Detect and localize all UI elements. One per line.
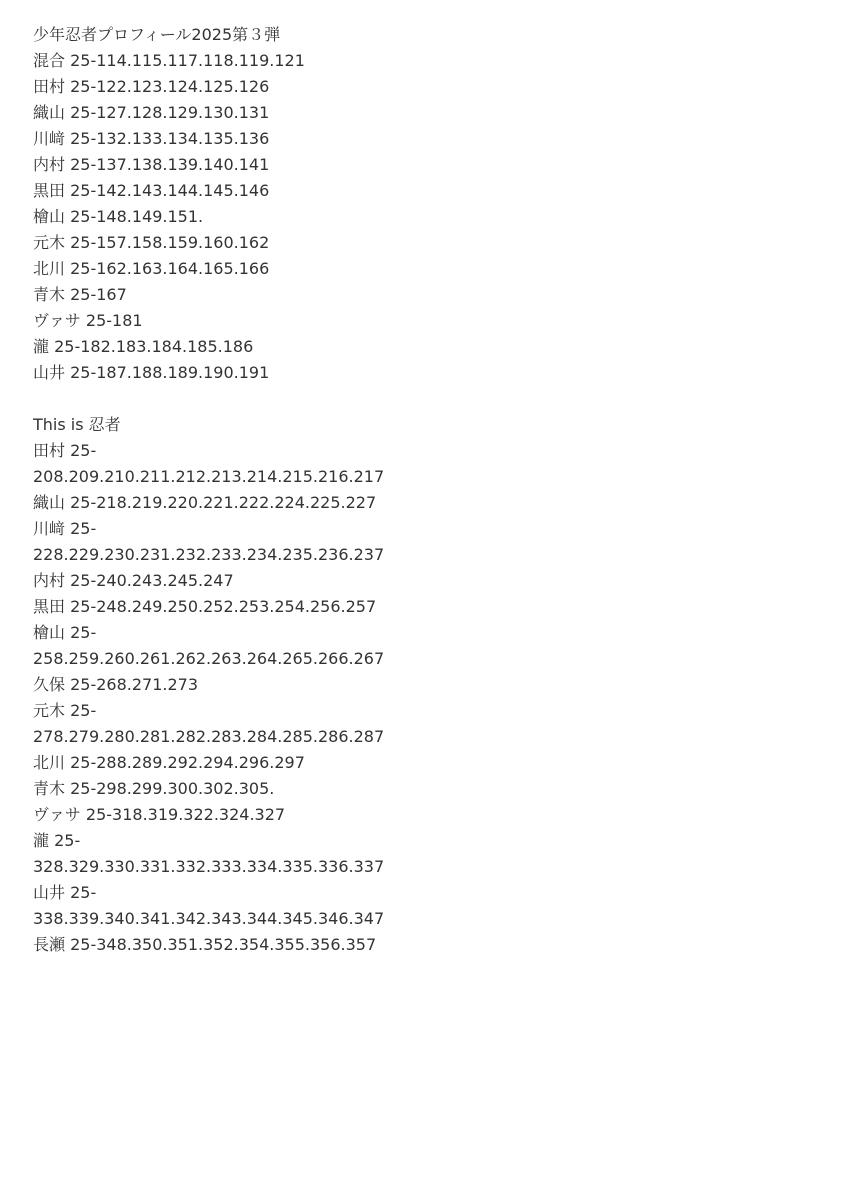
section-2-line: 228.229.230.231.232.233.234.235.236.237	[33, 545, 385, 564]
section-1-line: 内村 25-137.138.139.140.141	[33, 155, 270, 174]
section-2-line: 瀧 25-	[33, 831, 81, 850]
section-1-line: 織山 25-127.128.129.130.131	[33, 103, 270, 122]
section-2-line: ヴァサ 25-318.319.322.324.327	[33, 805, 286, 824]
document-body	[33, 22, 433, 958]
section-2-line: 208.209.210.211.212.213.214.215.216.217	[33, 467, 385, 486]
section-1-title: 少年忍者プロフィール2025第３弾	[33, 25, 281, 44]
section-1-line: ヴァサ 25-181	[33, 311, 143, 330]
section-2-title: This is 忍者	[33, 415, 121, 434]
section-2-line: 元木 25-	[33, 701, 97, 720]
section-2-line: 北川 25-288.289.292.294.296.297	[33, 753, 305, 772]
section-2-line: 織山 25-218.219.220.221.222.224.225.227	[33, 493, 377, 512]
section-1-line: 檜山 25-148.149.151.	[33, 207, 204, 226]
section-2-line: 田村 25-	[33, 441, 97, 460]
section-spacer	[33, 386, 433, 412]
section-2-line: 檜山 25-	[33, 623, 97, 642]
section-2-line: 長瀬 25-348.350.351.352.354.355.356.357	[33, 935, 377, 954]
section-2-line: 黒田 25-248.249.250.252.253.254.256.257	[33, 597, 377, 616]
section-1-line: 川﨑 25-132.133.134.135.136	[33, 129, 270, 148]
section-1-line: 元木 25-157.158.159.160.162	[33, 233, 270, 252]
section-1-line: 黒田 25-142.143.144.145.146	[33, 181, 270, 200]
section-2-line: 内村 25-240.243.245.247	[33, 571, 234, 590]
section-1-line: 瀧 25-182.183.184.185.186	[33, 337, 254, 356]
section-1-line: 北川 25-162.163.164.165.166	[33, 259, 270, 278]
section-2-line: 258.259.260.261.262.263.264.265.266.267	[33, 649, 385, 668]
section-1-line: 山井 25-187.188.189.190.191	[33, 363, 270, 382]
section-2-line: 山井 25-	[33, 883, 97, 902]
section-1-line: 混合 25-114.115.117.118.119.121	[33, 51, 305, 70]
section-1-line: 田村 25-122.123.124.125.126	[33, 77, 270, 96]
section-2-line: 338.339.340.341.342.343.344.345.346.347	[33, 909, 385, 928]
section-1-line: 青木 25-167	[33, 285, 127, 304]
section-2-line: 328.329.330.331.332.333.334.335.336.337	[33, 857, 385, 876]
section-2-line: 川﨑 25-	[33, 519, 97, 538]
section-2-line: 久保 25-268.271.273	[33, 675, 199, 694]
section-2-line: 青木 25-298.299.300.302.305.	[33, 779, 275, 798]
section-2-line: 278.279.280.281.282.283.284.285.286.287	[33, 727, 385, 746]
